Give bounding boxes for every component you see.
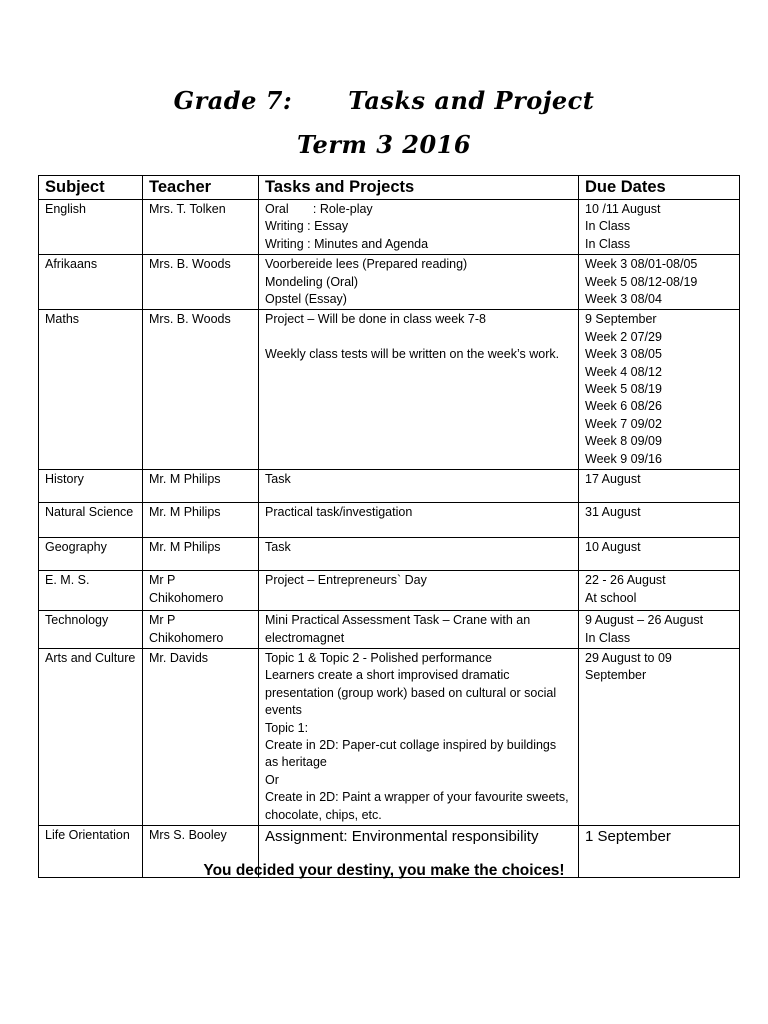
due-line: At school: [585, 590, 637, 605]
task-line: Create in 2D: Paint a wrapper of your favourite sweets, chocolate, chips, etc.: [265, 790, 569, 822]
due-line: Week 3 08/05: [585, 347, 662, 362]
due-date-cell: [579, 470, 740, 503]
task-line: Oral : Role-play: [265, 202, 373, 216]
subject-cell: Maths: [39, 310, 143, 470]
term-title: Term 3 2016: [296, 130, 472, 159]
task-line: Topic 1 & Topic 2 - Polished performance: [265, 650, 492, 665]
table-row: [39, 538, 740, 571]
teacher-cell: Mr. M Philips: [143, 503, 259, 538]
subject-cell: Geography: [39, 538, 143, 571]
teacher-cell: Mr P Chikohomero: [143, 611, 259, 649]
table-row: [39, 310, 740, 470]
task-line: Writing : Minutes and Agenda: [265, 236, 429, 251]
due-date-cell: [579, 538, 740, 571]
task-line: Mondeling (Oral): [265, 274, 359, 289]
due-line: 10 /11 August: [585, 202, 661, 216]
due-line: 1 September: [585, 827, 671, 845]
table-row: [39, 503, 740, 538]
tasks-cell: [259, 503, 579, 538]
due-line: Week 3 08/04: [585, 292, 662, 307]
task-line: Create in 2D: Paper-cut collage inspired by buildings as heritage: [265, 737, 557, 770]
tasks-cell: [259, 538, 579, 571]
due-line: 22 - 26 August: [585, 573, 666, 588]
teacher-cell: Mrs. B. Woods: [143, 310, 259, 470]
tasks-cell: [259, 310, 579, 470]
task-line: Learners create a short improvised dramatic presentation (group work) based on cultural or social events: [265, 668, 557, 718]
table-row: [39, 648, 740, 825]
task-line: Topic 1:: [265, 720, 309, 735]
due-line: Week 7 09/02: [585, 416, 662, 431]
due-line: 17 August: [585, 472, 641, 487]
table-row: [39, 611, 740, 649]
due-date-cell: [579, 648, 740, 825]
due-date-cell: [579, 255, 740, 310]
due-line: Week 9 09/16: [585, 451, 662, 466]
teacher-cell: Mr. Davids: [143, 648, 259, 825]
subject-cell: E. M. S.: [39, 571, 143, 611]
due-date-cell: [579, 310, 740, 470]
teacher-cell: Mr P Chikohomero: [143, 571, 259, 611]
teacher-cell: Mrs S. Booley: [143, 825, 259, 877]
due-date-cell: [579, 200, 740, 255]
task-line: Project – Will be done in class week 7-8: [265, 312, 486, 327]
tasks-cell: [259, 611, 579, 649]
column-header-subject: Subject: [39, 176, 143, 200]
column-header-tasks: Tasks and Projects: [259, 176, 579, 200]
task-line: Project – Entrepreneurs` Day: [265, 573, 427, 588]
due-line: 9 September: [585, 312, 657, 327]
due-line: Week 6 08/26: [585, 399, 662, 414]
table-row: [39, 470, 740, 503]
tasks-cell: [259, 571, 579, 611]
subject-cell: Afrikaans: [39, 255, 143, 310]
table-row: [39, 255, 740, 310]
task-line: Voorbereide lees (Prepared reading): [265, 257, 468, 272]
due-line: Week 5 08/19: [585, 382, 662, 397]
task-line: Assignment: Environmental responsibility: [265, 827, 539, 845]
due-line: Week 5 08/12-08/19: [585, 274, 698, 289]
due-line: In Class: [585, 630, 631, 645]
task-line: Or: [265, 772, 279, 787]
task-line: Writing : Essay: [265, 219, 349, 234]
document-title: [0, 86, 768, 115]
due-line: 10 August: [585, 540, 641, 555]
subject-cell: English: [39, 200, 143, 255]
due-date-cell: [579, 611, 740, 649]
column-header-teacher: Teacher: [143, 176, 259, 200]
task-line: Practical task/investigation: [265, 505, 413, 520]
table-row: [39, 200, 740, 255]
tasks-cell: [259, 648, 579, 825]
task-line: Weekly class tests will be written on the week’s work.: [265, 347, 560, 362]
tasks-cell: [259, 470, 579, 503]
table-row: [39, 571, 740, 611]
due-date-cell: [579, 503, 740, 538]
teacher-cell: Mr. M Philips: [143, 470, 259, 503]
task-line: Opstel (Essay): [265, 292, 347, 307]
tasks-cell: [259, 200, 579, 255]
grade-label: Grade 7:: [173, 86, 293, 115]
subject-cell: Life Orientation: [39, 825, 143, 877]
column-header-due-dates: Due Dates: [579, 176, 740, 200]
due-line: Week 8 09/09: [585, 434, 662, 449]
task-line: Task: [265, 472, 291, 487]
subject-cell: Technology: [39, 611, 143, 649]
due-line: 29 August to 09 September: [585, 650, 672, 683]
due-line: Week 2 07/29: [585, 329, 662, 344]
due-line: In Class: [585, 219, 631, 234]
task-spacer: [265, 329, 572, 346]
subject-cell: Arts and Culture: [39, 648, 143, 825]
title-text: Tasks and Project: [348, 86, 595, 115]
table-header-row: [39, 176, 740, 200]
due-line: In Class: [585, 236, 631, 251]
due-line: 31 August: [585, 505, 641, 520]
subject-cell: History: [39, 470, 143, 503]
teacher-cell: Mr. M Philips: [143, 538, 259, 571]
subject-cell: Natural Science: [39, 503, 143, 538]
due-date-cell: [579, 571, 740, 611]
task-line: Task: [265, 540, 291, 555]
teacher-cell: Mrs. T. Tolken: [143, 200, 259, 255]
tasks-table: [38, 175, 740, 878]
motto-footer: You decided your destiny, you make the choices!: [203, 862, 565, 879]
due-line: Week 4 08/12: [585, 364, 662, 379]
teacher-cell: Mrs. B. Woods: [143, 255, 259, 310]
task-line: Mini Practical Assessment Task – Crane with an electromagnet: [265, 613, 531, 645]
due-line: 9 August – 26 August: [585, 613, 704, 628]
tasks-cell: [259, 255, 579, 310]
due-line: Week 3 08/01-08/05: [585, 257, 698, 272]
